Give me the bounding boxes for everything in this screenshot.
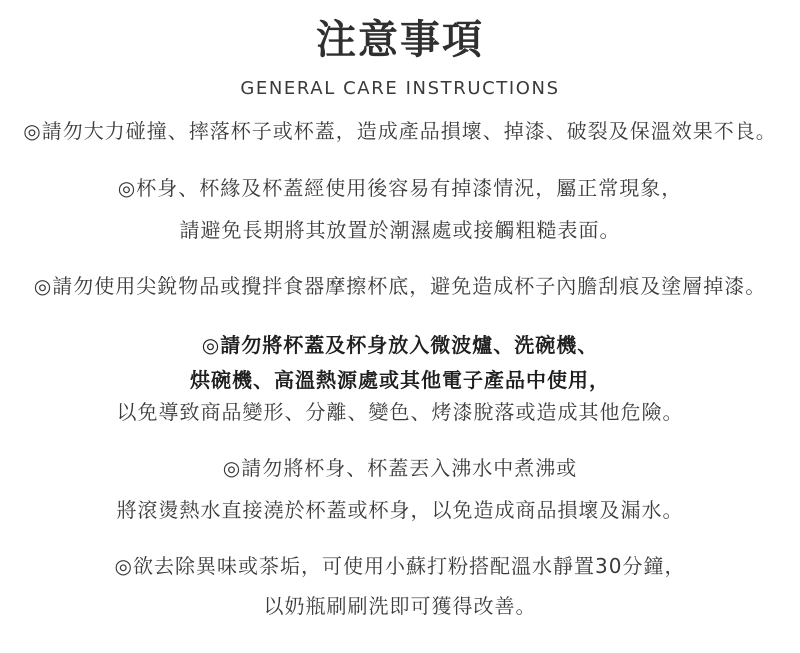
note-appliance-consequence: 以免導致商品變形、分離、變色、烤漆脫落或造成其他危險。	[116, 400, 684, 424]
note-paint-wear: ◎杯身、杯緣及杯蓋經使用後容易有掉漆情況，屬正常現象，	[117, 176, 683, 200]
note-appliance-warning-continued: 烘碗機、高溫熱源處或其他電子產品中使用，	[190, 368, 610, 392]
note-cleaning-tip-continued: 以奶瓶刷刷洗即可獲得改善。	[263, 594, 537, 618]
page-title: 注意事項	[316, 17, 484, 63]
note-boiling-warning-continued: 將滾燙熱水直接澆於杯蓋或杯身，以免造成商品損壞及漏水。	[116, 498, 684, 522]
note-impact-warning: ◎請勿大力碰撞、摔落杯子或杯蓋，造成產品損壞、掉漆、破裂及保溫效果不良。	[23, 119, 777, 143]
note-sharp-objects: ◎請勿使用尖銳物品或攪拌食器摩擦杯底，避免造成杯子內膽刮痕及塗層掉漆。	[33, 274, 767, 298]
note-appliance-warning: ◎請勿將杯蓋及杯身放入微波爐、洗碗機、	[201, 333, 599, 357]
note-boiling-warning: ◎請勿將杯身、杯蓋丟入沸水中煮沸或	[222, 456, 578, 480]
page-subtitle: GENERAL CARE INSTRUCTIONS	[240, 78, 560, 99]
note-paint-wear-continued: 請避免長期將其放置於潮濕處或接觸粗糙表面。	[179, 218, 621, 242]
note-cleaning-tip: ◎欲去除異味或茶垢，可使用小蘇打粉搭配溫水靜置30分鐘，	[114, 554, 686, 578]
